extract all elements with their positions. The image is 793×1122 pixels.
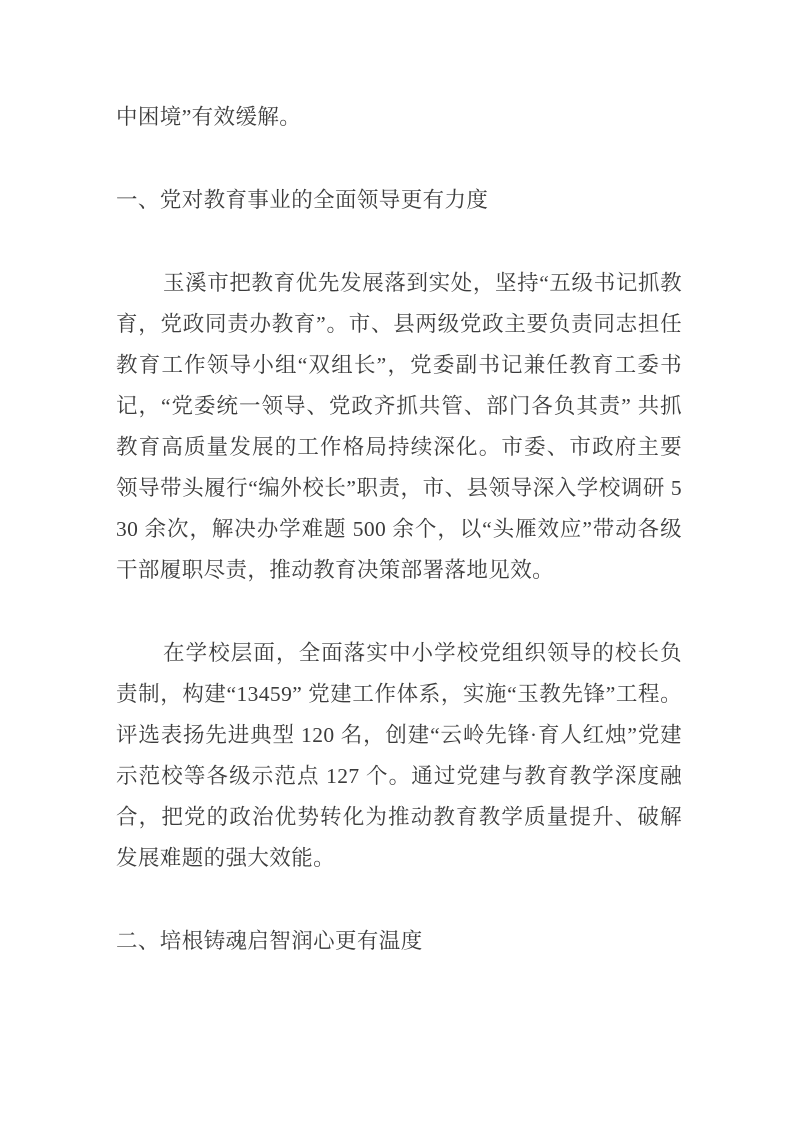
paragraph-school-level: 在学校层面，全面落实中小学校党组织领导的校长负责制，构建“13459” 党建工作体系，实施“玉教先锋”工程。评选表扬先进典型 120 名，创建“云岭先锋·育人红烛”党建示范校等各级示范点 127 个。通过党建与教育教学深度融合，把党的政治优势转化为推动教育教学质量提升、破解发展难题的强大效能。: [116, 641, 682, 870]
paragraph-party-leadership: 玉溪市把教育优先发展落到实处，坚持“五级书记抓教育，党政同责办教育”。市、县两级党政主要负责同志担任教育工作领导小组“双组长”，党委副书记兼任教育工委书记，“党委统一领导、党政齐抓共管、部门各负其责” 共抓教育高质量发展的工作格局持续深化。市委、市政府主要领导带头履行“编外校长”职责，市、县领导深入学校调研 530 余次，解决办学难题 500 余个，以“头雁效应”带动各级干部履职尽责，推动教育决策部署落地见效。: [116, 271, 682, 582]
section-heading-1: 一、党对教育事业的全面领导更有力度: [116, 188, 489, 212]
paragraph-continuation-line: 中困境”有效缓解。: [116, 105, 302, 129]
section-heading-2: 二、培根铸魂启智润心更有温度: [116, 929, 423, 953]
